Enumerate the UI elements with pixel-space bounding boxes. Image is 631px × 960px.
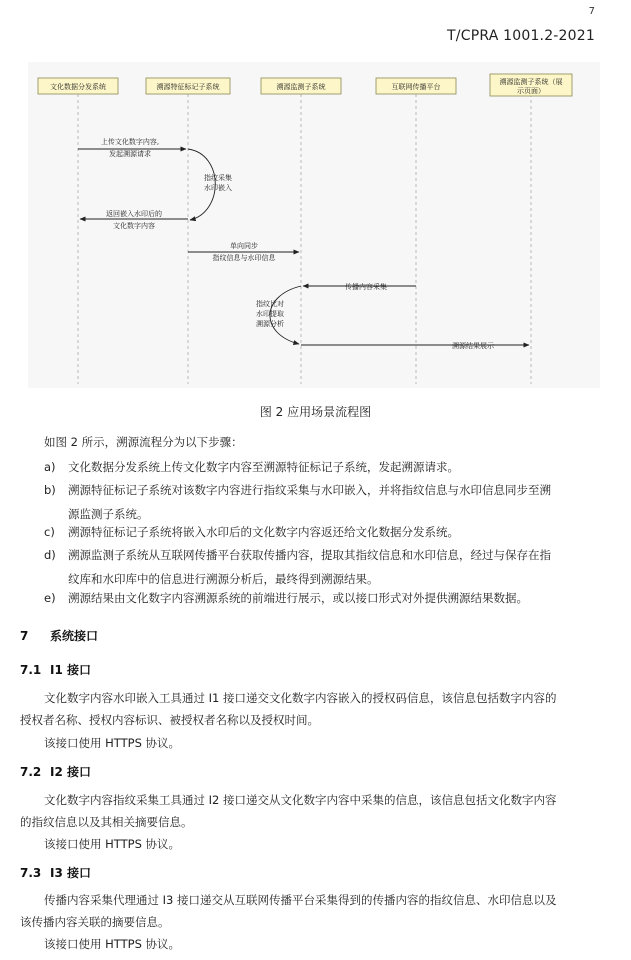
step-text-line2: 纹库和水印库中的信息进行溯源分析后，最终得到溯源结果。 [68, 572, 379, 586]
msg-result: 溯源结果展示 [452, 342, 494, 350]
step-c [44, 520, 594, 544]
step-text-line2: 源监测子系统。 [68, 507, 149, 521]
section-7-3-note: 该接口使用 HTTPS 协议。 [44, 937, 181, 951]
figure-caption: 图 2 应用场景流程图 [259, 405, 372, 419]
lane-label-display-line2: 示页面） [517, 87, 545, 95]
section-7-2-heading [20, 763, 91, 780]
step-text: 溯源结果由文化数字内容溯源系统的前端进行展示，或以接口形式对外提供溯源结果数据。 [68, 591, 528, 605]
page-number: 7 [588, 6, 595, 17]
section-7-heading [20, 627, 98, 644]
lane-label-platform: 互联网传播平台 [391, 83, 441, 91]
intro-text: 如图 2 所示，溯源流程分为以下步骤： [44, 435, 243, 449]
step-a [44, 455, 594, 479]
lane-label-monitoring: 溯源监测子系统 [276, 83, 326, 91]
paragraph-line2: 授权者名称、授权内容标识、被授权者名称以及授权时间。 [20, 713, 319, 727]
msg-self1-line1: 指纹采集 [204, 174, 232, 182]
msg-self2-line2: 水印提取 [256, 310, 284, 318]
msg-sync-line2: 指纹信息与水印信息 [212, 254, 276, 262]
step-d [44, 543, 594, 591]
step-text-line1: 溯源监测子系统从互联网传播平台获取传播内容，提取其指纹信息和水印信息，经过与保存在指 [68, 548, 551, 562]
msg-self1-line2: 水印嵌入 [204, 184, 232, 192]
section-7-3-paragraph [20, 888, 592, 912]
step-marker: b) [44, 483, 56, 497]
paragraph-line1: 文化数字内容水印嵌入工具通过 I1 接口递交文化数字内容嵌入的授权码信息，该信息包括数字内容的 [44, 691, 557, 705]
step-marker: a) [44, 460, 56, 474]
section-7-1-paragraph-cont [20, 708, 592, 732]
section-7-1-heading [20, 661, 91, 678]
section-number: 7.3 [20, 866, 42, 880]
section-7-1-note: 该接口使用 HTTPS 协议。 [44, 736, 181, 750]
paragraph-line2: 该传播内容关联的摘要信息。 [20, 915, 170, 929]
step-marker: e) [44, 591, 56, 605]
lane-label-marking: 溯源特征标记子系统 [156, 83, 220, 91]
step-text: 溯源特征标记子系统将嵌入水印后的文化数字内容返还给文化数据分发系统。 [68, 525, 459, 539]
msg-return-line2: 文化数字内容 [113, 222, 155, 230]
msg-return-line1: 返回嵌入水印后的 [106, 210, 162, 218]
section-title: 系统接口 [50, 629, 99, 643]
step-marker: c) [44, 525, 55, 539]
sequence-diagram [28, 62, 600, 388]
section-number: 7.2 [20, 765, 42, 779]
section-number: 7.1 [20, 663, 42, 677]
msg-upload-line2: 发起溯源请求 [109, 150, 151, 158]
step-e [44, 586, 594, 610]
section-7-3-paragraph-cont [20, 910, 592, 934]
step-b [44, 478, 594, 526]
section-7-2-note: 该接口使用 HTTPS 协议。 [44, 837, 181, 851]
msg-sync-line1: 单向同步 [230, 242, 258, 250]
section-title: I2 接口 [50, 765, 91, 779]
step-marker: d) [44, 548, 56, 562]
paragraph-line1: 传播内容采集代理通过 I3 接口递交从互联网传播平台采集得到的传播内容的指纹信息、水印信息以及 [44, 893, 557, 907]
section-number: 7 [20, 629, 29, 643]
section-7-2-paragraph-cont [20, 810, 592, 834]
msg-self2-line1: 指纹比对 [256, 300, 284, 308]
lane-label-distribution: 文化数据分发系统 [50, 83, 106, 91]
step-text-line1: 溯源特征标记子系统对该数字内容进行指纹采集与水印嵌入，并将指纹信息与水印信息同步至溯 [68, 483, 551, 497]
section-7-2-paragraph [20, 788, 592, 812]
section-title: I3 接口 [50, 866, 91, 880]
section-title: I1 接口 [50, 663, 91, 677]
msg-collect: 传播内容采集 [345, 283, 387, 291]
section-7-1-paragraph [20, 686, 592, 710]
section-7-3-heading [20, 864, 91, 881]
step-text: 文化数据分发系统上传文化数字内容至溯源特征标记子系统，发起溯源请求。 [68, 460, 459, 474]
msg-self2-line3: 溯源分析 [256, 320, 284, 328]
document-id: T/CPRA 1001.2-2021 [447, 28, 595, 44]
lane-label-display-line1: 溯源监测子系统（展 [499, 78, 563, 86]
paragraph-line1: 文化数字内容指纹采集工具通过 I2 接口递交从文化数字内容中采集的信息，该信息包括文化数字内容 [44, 793, 557, 807]
msg-upload-line1: 上传文化数字内容, [100, 138, 160, 146]
paragraph-line2: 的指纹信息以及其相关摘要信息。 [20, 815, 193, 829]
